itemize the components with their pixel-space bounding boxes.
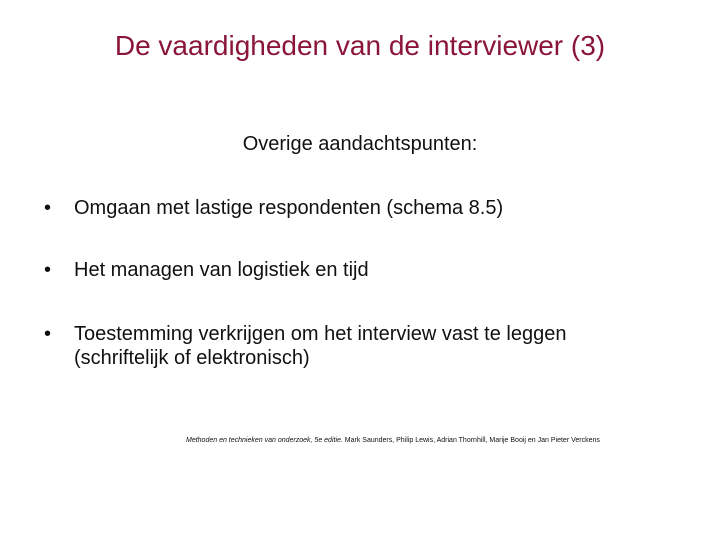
bullet-text: Het managen van logistiek en tijd <box>74 259 369 281</box>
footer-citation <box>186 436 686 446</box>
bullet-text: Toestemming verkrijgen om het interview vast te leggen (schriftelijk of elektronisch) <box>74 323 567 369</box>
bullet-item <box>44 322 684 370</box>
bullet-icon: • <box>44 197 52 219</box>
bullet-item <box>44 258 684 282</box>
bullet-icon: • <box>44 323 52 345</box>
footer-book-title: Methoden en technieken van onderzoek, 5e editie <box>186 437 341 444</box>
bullet-text: Omgaan met lastige respondenten (schema 8.5) <box>74 197 504 219</box>
bullet-icon: • <box>44 259 52 281</box>
subheading: Overige aandachtspunten: <box>242 133 478 155</box>
bullet-item <box>44 196 684 220</box>
footer-authors: . Mark Saunders, Philip Lewis, Adrian Thornhill, Marije Booij en Jan Pieter Verckens <box>340 437 600 444</box>
slide-title: De vaardigheden van de interviewer (3) <box>114 30 606 61</box>
